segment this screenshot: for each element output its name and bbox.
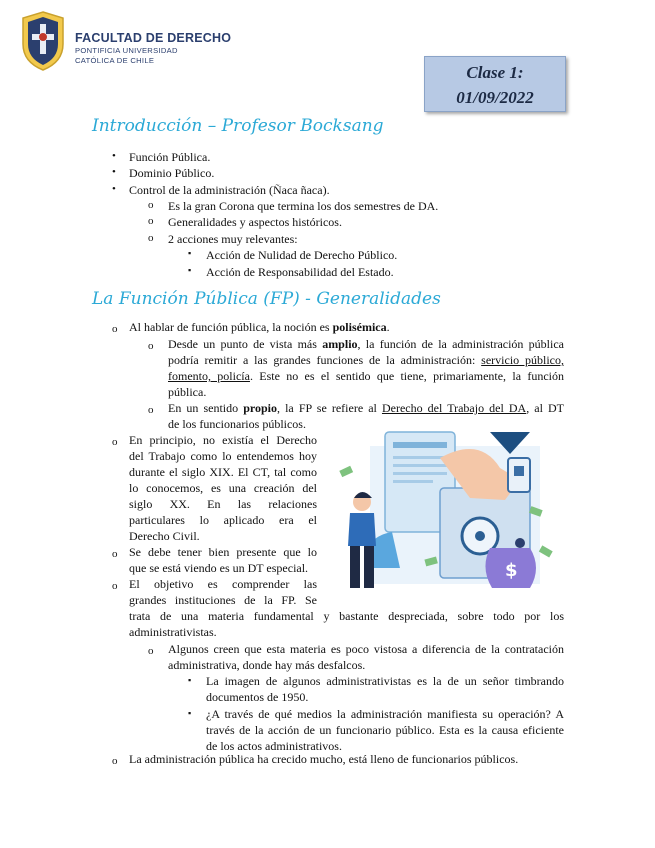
square-bullet-marker: ▪: [188, 248, 192, 258]
paragraph-medios-line: de los actos administrativos.: [206, 739, 342, 753]
paragraph-principio-line: particulares lo aplicado era el: [129, 513, 317, 527]
sub-bullet-marker: o: [112, 323, 118, 335]
paragraph-amplio-line3: fomento, policía. Este no es el sentido que tiene, primariamente, la función: [168, 369, 564, 383]
paragraph-imagen-line: La imagen de algunos administrativistas es la de un señor timbrando: [206, 674, 564, 688]
clase-date-box: [424, 56, 566, 112]
faculty-title: FACULTAD DE DERECHO: [75, 31, 232, 45]
paragraph-principio-line: Derecho Civil.: [129, 529, 200, 543]
university-crest-icon: [18, 10, 68, 72]
list-item: Control de la administración (Ñaca ñaca).: [129, 183, 330, 197]
paragraph-amplio-line2: podría remitir a las grandes funciones de la administración: servicio público,: [168, 353, 564, 367]
paragraph-dt-especial-line: que se está viendo es un DT especial.: [129, 561, 309, 575]
paragraph-amplio-line4: pública.: [168, 385, 207, 399]
sub-sub-list-item: Acción de Nulidad de Derecho Público.: [206, 248, 398, 262]
paragraph-principio-line: En principio, no existía el Derecho: [129, 433, 317, 447]
paragraph-medios-line: ¿A través de qué medios la administración manifiesta su operación? A: [206, 707, 564, 721]
paragraph-principio-line: lo conocemos, es una creación del: [129, 481, 317, 495]
paragraph-polisemica: Al hablar de función pública, la noción es polisémica.: [129, 320, 390, 334]
paragraph-objetivo-line: administrativistas.: [129, 625, 217, 639]
university-line-2: CATÓLICA DE CHILE: [75, 56, 155, 65]
paragraph-amplio-line1: Desde un punto de vista más amplio, la función de la administración pública: [168, 337, 565, 351]
paragraph-objetivo-line: trata de una materia fundamental y bastante despreciada, sobre todo por los: [129, 609, 564, 623]
square-bullet-marker: ▪: [188, 265, 192, 275]
sub-bullet-marker: o: [112, 436, 118, 448]
sub-bullet-marker: o: [148, 232, 154, 244]
paragraph-medios-line: través de la acción de un funcionario público. Esta es la causa eficiente: [206, 723, 564, 737]
sub-list-item: 2 acciones muy relevantes:: [168, 232, 298, 246]
sub-list-item: Es la gran Corona que termina los dos semestres de DA.: [168, 199, 439, 213]
list-item: Dominio Público.: [129, 166, 215, 180]
paragraph-objetivo-line: El objetivo es comprender las: [129, 577, 317, 591]
paragraph-propio-line2: de los funcionarios públicos.: [168, 417, 306, 431]
paragraph-principio-line: durante el siglo XIX. El CT, tal como: [129, 465, 317, 479]
paragraph-vistosa-line: Algunos creen que esta materia es poco vistosa a diferencia de la contratación: [168, 642, 564, 656]
sub-bullet-marker: o: [148, 215, 154, 227]
section-heading-intro: Introducción – Profesor Bocksang: [92, 116, 384, 136]
sub-bullet-marker: o: [112, 580, 118, 592]
clase-date: 01/09/2022: [456, 88, 534, 107]
sub-bullet-marker: o: [148, 199, 154, 211]
paragraph-principio-line: siglo XX. En las relaciones: [129, 497, 317, 511]
sub-bullet-marker: o: [148, 645, 154, 657]
svg-text:$: $: [505, 560, 518, 581]
sub-bullet-marker: o: [148, 340, 154, 352]
section-heading-fp: La Función Pública (FP) - Generalidades: [92, 289, 441, 309]
paragraph-principio-line: del Trabajo como lo entendemos hoy: [129, 449, 317, 463]
sub-bullet-marker: o: [112, 755, 118, 767]
square-bullet-marker: ▪: [188, 708, 192, 718]
bullet-marker: •: [112, 150, 116, 162]
sub-bullet-marker: o: [148, 404, 154, 416]
paragraph-dt-especial-line: Se debe tener bien presente que lo: [129, 545, 317, 559]
office-finance-illustration: [330, 428, 560, 600]
university-line-1: PONTIFICIA UNIVERSIDAD: [75, 46, 178, 55]
list-item: Función Pública.: [129, 150, 211, 164]
bullet-marker: •: [112, 166, 116, 178]
paragraph-propio-line1: En un sentido propio, la FP se refiere al Derecho del Trabajo del DA, al DT: [168, 401, 565, 415]
sub-list-item: Generalidades y aspectos históricos.: [168, 215, 342, 229]
sub-sub-list-item: Acción de Responsabilidad del Estado.: [206, 265, 394, 279]
paragraph-vistosa-line: administrativa, donde hay más desfalcos.: [168, 658, 366, 672]
paragraph-crecido: La administración pública ha crecido mucho, está lleno de funcionarios públicos.: [129, 752, 519, 766]
sub-bullet-marker: o: [112, 548, 118, 560]
square-bullet-marker: ▪: [188, 675, 192, 685]
bullet-marker: •: [112, 183, 116, 195]
paragraph-objetivo-line: grandes instituciones de la FP. Se: [129, 593, 317, 607]
paragraph-imagen-line: documentos de 1950.: [206, 690, 309, 704]
clase-number: Clase 1:: [466, 63, 524, 82]
